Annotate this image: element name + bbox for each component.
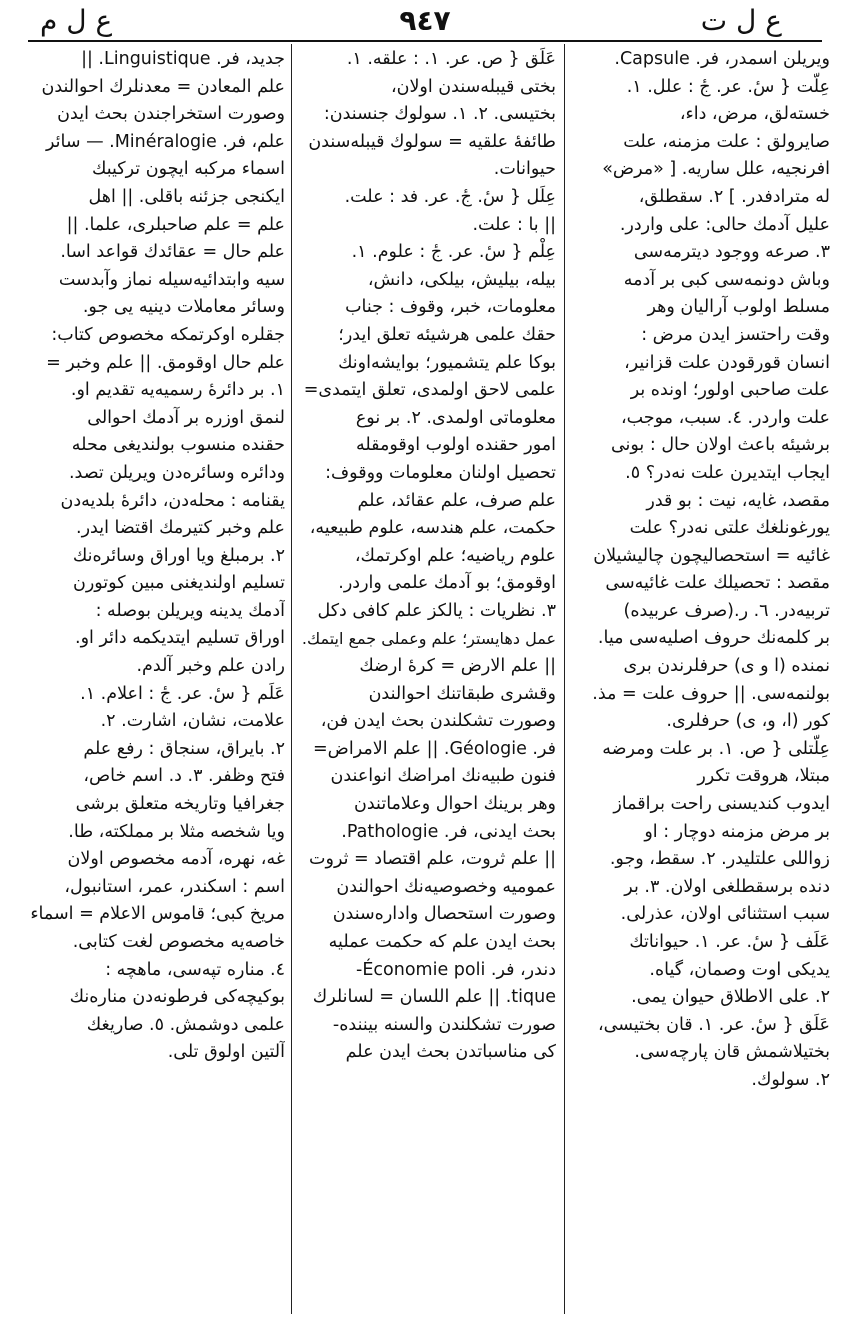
text-line: بختی قیبلەسندن اولان، xyxy=(390,76,556,97)
page-number: ٩٤٧ xyxy=(399,4,451,37)
text-line: جدید، فر. Linguistique. || xyxy=(81,49,285,69)
text-line: دندر، فر. Économie poli- xyxy=(356,959,556,980)
text-line: علیل آدمك حالی: علی واردر. xyxy=(619,214,830,235)
text-line: بحث ایدن علم که حکمت عملیه xyxy=(328,932,556,952)
text-line: وصورت تشکلندن بحث ایدن فن، xyxy=(320,711,556,732)
text-line: معلوماتی اولمدی. ٢. بر نوع xyxy=(355,407,556,428)
column-right xyxy=(573,46,830,1314)
text-line: فر. Géologie. || علم الامراض= xyxy=(313,738,556,759)
text-line: ایکنجی جزئنه باقلی. || اهل xyxy=(88,186,285,207)
text-line: اوراق تسلیم ایتدیکمه دائر او. xyxy=(75,628,285,649)
text-line: علم صرف، علم عقائد، علم xyxy=(357,490,556,511)
text-line: افرنجیه، علل ساریه. [ «مرض» xyxy=(602,159,830,180)
text-line: عمل دهایستر؛ علم وعملی جمع ایتمك. xyxy=(301,629,556,649)
text-line: خاصەیه مخصوص لغت کتابی. xyxy=(72,932,285,952)
text-line: امور حقنده اولوب اوقومقله xyxy=(355,435,556,456)
text-line: عَلَق { ص. عر. ١. : علقه. ١. xyxy=(346,49,556,69)
text-line: علم، فر. Minéralogie. — سائر xyxy=(45,131,285,152)
text-line: رادن علم وخبر آلدم. xyxy=(136,656,285,677)
text-line: دنده برسقطلغی اولان. ٣. بر xyxy=(624,876,830,897)
text-line: جغرافیا وتاریخه متعلق برشی xyxy=(75,794,285,815)
text-line: کور (ا، و، ی) حرفلری. xyxy=(666,711,830,732)
text-line: || با : علت. xyxy=(472,214,556,235)
text-line: صایرولق : علت مزمنه، علت xyxy=(623,131,830,152)
text-line: عِلّتلی { ص. ١. بر علت ومرضه xyxy=(602,738,830,759)
text-line: برشیئه باعث اولان حال : بونی xyxy=(610,435,830,456)
column-middle xyxy=(298,46,556,1314)
header-right-guide-letters: ع ل ت xyxy=(700,4,782,37)
text-line: وصورت استحصال وادارەسندن xyxy=(332,904,556,925)
header-left-guide-letters: ع ل م xyxy=(40,4,113,37)
text-line: مقصد : تحصیلك علت غائیەسی xyxy=(605,573,830,594)
text-line: ٢. بایراق، سنجاق : رفع علم xyxy=(83,738,285,759)
text-line: آدمك یدینه ویریلن بوصله : xyxy=(95,600,285,621)
text-line: عِلَل { سٔ. جٔ. عر. فد : علت. xyxy=(344,186,556,207)
text-line: بیله، بیلیش، بیلکی، دانش، xyxy=(367,269,556,290)
text-line: مسلط اولوب آرالیان وهر xyxy=(647,297,830,318)
text-line: تربیەدر. ٦. ر.(صرف عربیده) xyxy=(623,600,830,621)
text-line: بحث ایدنی، فر. Pathologie. xyxy=(341,821,556,842)
text-line: عَلَف { سٔ. عر. ١. حیواناتك xyxy=(629,932,830,952)
text-line: مبتلا، هروقت تکرر xyxy=(697,766,830,787)
text-line: ویا شخصه مثلا بر مملکته، طا. xyxy=(68,821,285,842)
text-line: وباش دونمەسی کبی بر آدمه xyxy=(623,269,830,290)
text-line: حقك علمی هرشیئه تعلق ایدر؛ xyxy=(338,324,556,345)
text-line: یورغونلغك علتی نەدر؟ علت xyxy=(629,518,830,539)
text-line: علامت، نشان، اشارت. ٢. xyxy=(100,711,285,732)
text-line: حقنده منسوب بولندیغی محله xyxy=(71,435,285,456)
text-line: بر مرض مزمنه دوچار : او xyxy=(644,821,830,842)
text-line: سبب استثنائی اولان، عذرلی. xyxy=(620,904,830,925)
text-line: ویریلن اسمدر، فر. Capsule. xyxy=(614,49,830,69)
text-line: له مترادفدر. ] ٢. سقطلق، xyxy=(638,186,830,207)
text-line: علت واردر. ٤. سبب، موجب، xyxy=(620,407,830,428)
text-line: ٢. سولوك. xyxy=(751,1069,830,1090)
text-line: انسان قورقودن علت قزانیر، xyxy=(624,352,830,373)
text-line: طائفهٔ علقیه = سولوك قیبلەسندن xyxy=(308,131,556,152)
text-line: حکمت، علم هندسه، علوم طبیعیه، xyxy=(309,518,556,539)
text-line: بر کلمەنك حروف اصلیەسی میا. xyxy=(597,628,830,649)
text-line: کی مناسباتدن بحث ایدن علم xyxy=(345,1042,556,1063)
text-line: بختیسی. ٢. ١. سولوك جنسندن: xyxy=(323,104,556,125)
text-line: ایدوب کندیسنی راحت براقماز xyxy=(613,794,830,815)
text-line: وسائر معاملات دینیه یی جو. xyxy=(82,297,285,318)
text-line: علمی دوشمش. ٥. صاریغك xyxy=(86,1014,285,1035)
column-divider xyxy=(564,44,565,1314)
text-line: علم المعادن = معدنلرك احوالندن xyxy=(41,76,285,97)
text-line: ٢. برمبلغ ویا اوراق وسائرەنك xyxy=(72,545,285,566)
text-line: یدیکی اوت وصمان، گیاه. xyxy=(649,959,830,980)
text-line: عمومیه وخصوصیەنك احوالندن xyxy=(336,876,556,897)
text-line: سیه وابتدائیەسیله نماز وآبدست xyxy=(58,269,285,290)
text-line: صورت تشکلندن والسنه بیننده- xyxy=(332,1014,556,1035)
text-line: اسم : اسکندر، عمر، استانبول، xyxy=(64,876,285,897)
text-line: ایجاب ایتدیرن علت نەدر؟ ٥. xyxy=(625,462,830,483)
text-line: فتح وظفر. ٣. د. اسم خاص، xyxy=(83,766,285,787)
text-line: مریخ کبی؛ قاموس الاعلام = اسماء xyxy=(30,904,285,925)
text-line: غه، نهره، آدمه مخصوص اولان xyxy=(67,849,285,870)
text-line: بوکیچەکی فرطونەدن منارەنك xyxy=(69,987,285,1008)
text-line: tique. || علم اللسان = لسانلرك xyxy=(312,987,556,1008)
page-header xyxy=(28,2,822,42)
text-line: علت صاحبی اولور؛ اونده بر xyxy=(630,380,830,401)
text-line: لنمق اوزره بر آدمك احوالی xyxy=(87,407,285,428)
text-line: علم حال اوقومق. || علم وخبر = xyxy=(46,352,285,373)
text-line: معلومات، خبر، وقوف : جناب xyxy=(345,297,556,318)
text-line: بولنمەسی. || حروف علت = مذ. xyxy=(592,683,830,704)
text-line: عِلّت { سٔ. عر. جٔ : علل. ١. xyxy=(626,76,830,97)
text-line: عِلْم { سٔ. عر. جٔ : علوم. ١. xyxy=(351,242,556,263)
text-line: اوقومق؛ بو آدمك علمی واردر. xyxy=(338,573,556,594)
text-line: فنون طبیەنك امراضك انواعندن xyxy=(330,766,556,787)
text-line: علم = علم صاحبلری، علما. || xyxy=(66,214,285,235)
text-line: وهر برینك احوال وعلاماتندن xyxy=(354,794,556,815)
text-line: اسماء مرکبه ایچون ترکیبك xyxy=(91,159,285,180)
text-line: وقت راحتسز ایدن مرض : xyxy=(641,324,830,345)
text-line: || علم الارض = کرهٔ ارضك xyxy=(359,656,556,677)
text-line: ١. بر دائرهٔ رسمیەیه تقدیم او. xyxy=(70,380,285,401)
text-line: ٣. نظریات : یالکز علم کافی دکل xyxy=(317,600,556,621)
text-line: وقشری طبقاتنك احوالندن xyxy=(368,683,556,704)
column-divider xyxy=(291,44,292,1314)
text-line: مقصد، غایه، نیت : بو قدر xyxy=(646,490,830,511)
text-line: آلتین اولوق تلی. xyxy=(167,1042,285,1063)
text-line: ٣. صرعه ووجود دیترمەسی xyxy=(633,242,830,263)
text-line: بختیلاشمش قان پارچەسی. xyxy=(634,1042,830,1063)
column-left xyxy=(30,46,285,1314)
text-line: علم حال = عقائدك قواعد اسا. xyxy=(60,242,285,263)
text-line: حیوانات. xyxy=(493,159,556,180)
text-line: عَلَم { سٔ. عر. جٔ : اعلام. ١. xyxy=(80,683,285,704)
text-line: زواللی علتلیدر. ٢. سقط، وجو. xyxy=(609,849,830,870)
text-line: وصورت استخراجندن بحث ایدن xyxy=(57,104,285,125)
text-line: نمنده (ا و ی) حرفلرندن بری xyxy=(623,656,830,677)
text-line: علوم ریاضیه؛ علم اوکرتمك، xyxy=(354,545,556,566)
text-line: جقلره اوکرتمکه مخصوص کتاب: xyxy=(51,324,285,345)
text-line: غائیه = استحصالیچون چالیشیلان xyxy=(593,545,830,566)
text-line: بوکا علم یتشمیور؛ بوایشەاونك xyxy=(338,352,556,373)
text-line: ودائره وسائرەدن ویریلن تصد. xyxy=(68,462,285,483)
text-line: علم وخبر کتیرمك اقتضا ایدر. xyxy=(76,518,285,539)
text-line: خستەلق، مرض، داء، xyxy=(679,104,830,125)
text-line: علمی لاحق اولمدی، تعلق ایتمدی= xyxy=(303,380,556,401)
text-line: عَلَق { سٔ. عر. ١. قان بختیسی، xyxy=(597,1014,830,1035)
text-line: تسلیم اولندیغنی مبین کوتورن xyxy=(72,573,285,594)
text-line: یقنامه : محلەدن، دائرهٔ بلدیەدن xyxy=(60,490,285,511)
text-line: تحصیل اولنان معلومات ووقوف: xyxy=(325,462,556,483)
text-line: ٤. مناره تپەسی، ماهچه : xyxy=(105,959,285,980)
text-line: ٢. علی الاطلاق حیوان یمی. xyxy=(631,987,830,1008)
text-line: || علم ثروت، علم اقتصاد = ثروت xyxy=(309,849,556,870)
